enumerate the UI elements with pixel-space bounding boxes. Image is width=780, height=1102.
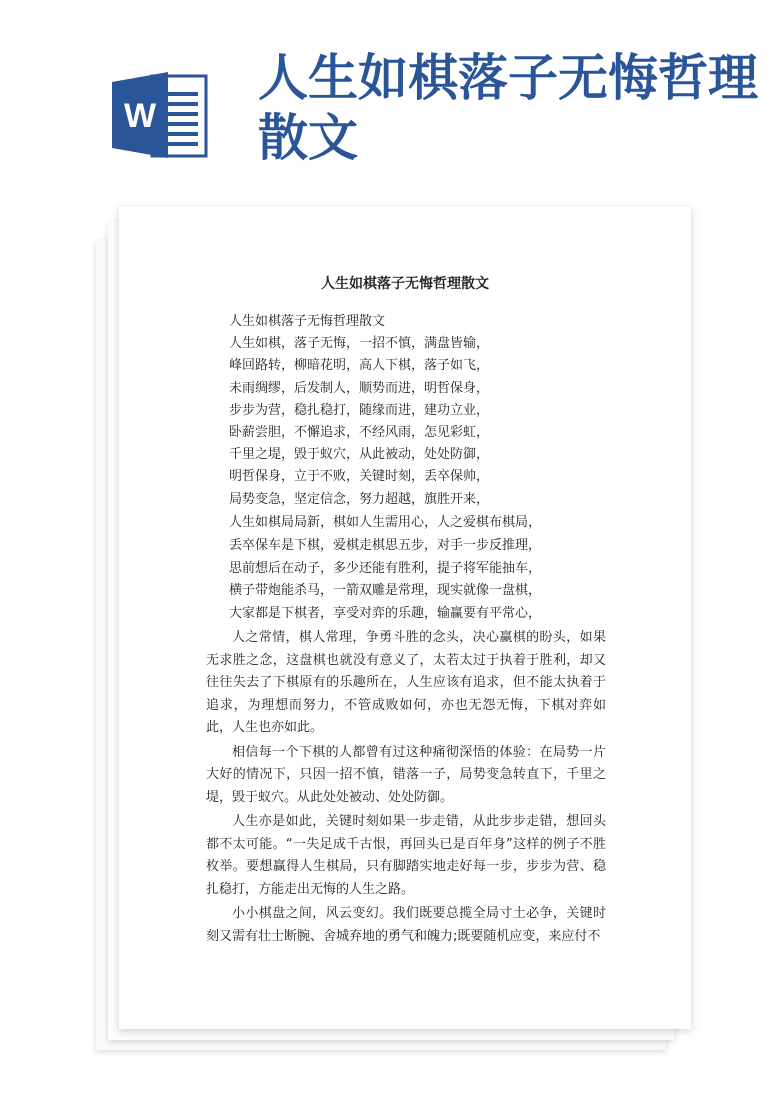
header [0, 0, 780, 200]
prose-block [206, 627, 606, 950]
svg-text:W: W [123, 97, 157, 135]
poem-line: 局势变急，坚定信念，努力超越，旗胜开来， [229, 491, 490, 507]
poem-line: 大家都是下棋者，享受对弈的乐趣，输赢要有平常心， [229, 606, 542, 622]
poem-line: 人生如棋落子无悔哲理散文 [229, 314, 386, 329]
poem-line: 峰回路转，柳暗花明，高人下棋，落子如飞， [229, 358, 490, 374]
poem-line: 明哲保身，立于不败，关键时刻，丢卒保帅， [229, 469, 490, 485]
word-icon [110, 66, 208, 164]
poem-block [229, 311, 609, 511]
poem-line: 丢卒保车是下棋，爱棋走棋思五步，对手一步反推理， [229, 537, 542, 553]
document-page [119, 207, 691, 1029]
poem-block-2 [229, 512, 609, 626]
document-title: 人生如棋落子无悔哲理散文 [321, 276, 489, 292]
page-title: 人生如棋落子无悔哲理散文 [258, 49, 758, 167]
paragraph: 人之常情，棋人常理，争勇斗胜的念头，决心赢棋的盼头，如果无求胜之念，这盘棋也就没有意义了，太若太过于执着于胜利，却又往往失去了下棋原有的乐趣所在，人生应该有追求，但不能太执着于追求，为理想而努力，不管成败如何，亦也无怨无悔，下棋对弈如此，人生也亦如此。 [206, 630, 606, 735]
poem-line: 思前想后在动子，多少还能有胜利，提子将军能抽车， [229, 560, 542, 576]
poem-line: 人生如棋局局新，棋如人生需用心，人之爱棋布棋局， [229, 515, 542, 530]
paragraph: 小小棋盘之间，风云变幻。我们既要总揽全局寸土必争，关键时刻又需有壮士断腕、舍城弃地的勇气和魄力;既要随机应变，来应付不 [206, 906, 606, 944]
poem-line: 卧薪尝胆，不懈追求，不经风雨，怎见彩虹， [229, 424, 490, 440]
poem-line: 人生如棋，落子无悔，一招不慎，满盘皆输， [229, 336, 490, 352]
paragraph: 人生亦是如此，关键时刻如果一步走错，从此步步走错，想回头都不太可能。“一失足成千古恨，再回头已是百年身”这样的例子不胜枚举。要想赢得人生棋局，只有脚踏实地走好每一步，步步为营、稳扎稳打，方能走出无悔的人生之路。 [206, 814, 606, 897]
poem-line: 步步为营，稳扎稳打，随缘而进，建功立业， [229, 402, 490, 418]
poem-line: 千里之堤，毁于蚁穴，从此被动，处处防御， [229, 447, 490, 463]
paragraph: 相信每一个下棋的人都曾有过这种痛彻深悟的体验：在局势一片大好的情况下，只因一招不慎，错落一子，局势变急转直下，千里之堤，毁于蚁穴。从此处处被动、处处防御。 [206, 744, 606, 805]
poem-line: 未雨绸缪，后发制人，顺势而进，明哲保身， [229, 380, 490, 396]
poem-line: 横子带炮能杀马，一箭双雕是常理，现实就像一盘棋， [229, 583, 542, 599]
